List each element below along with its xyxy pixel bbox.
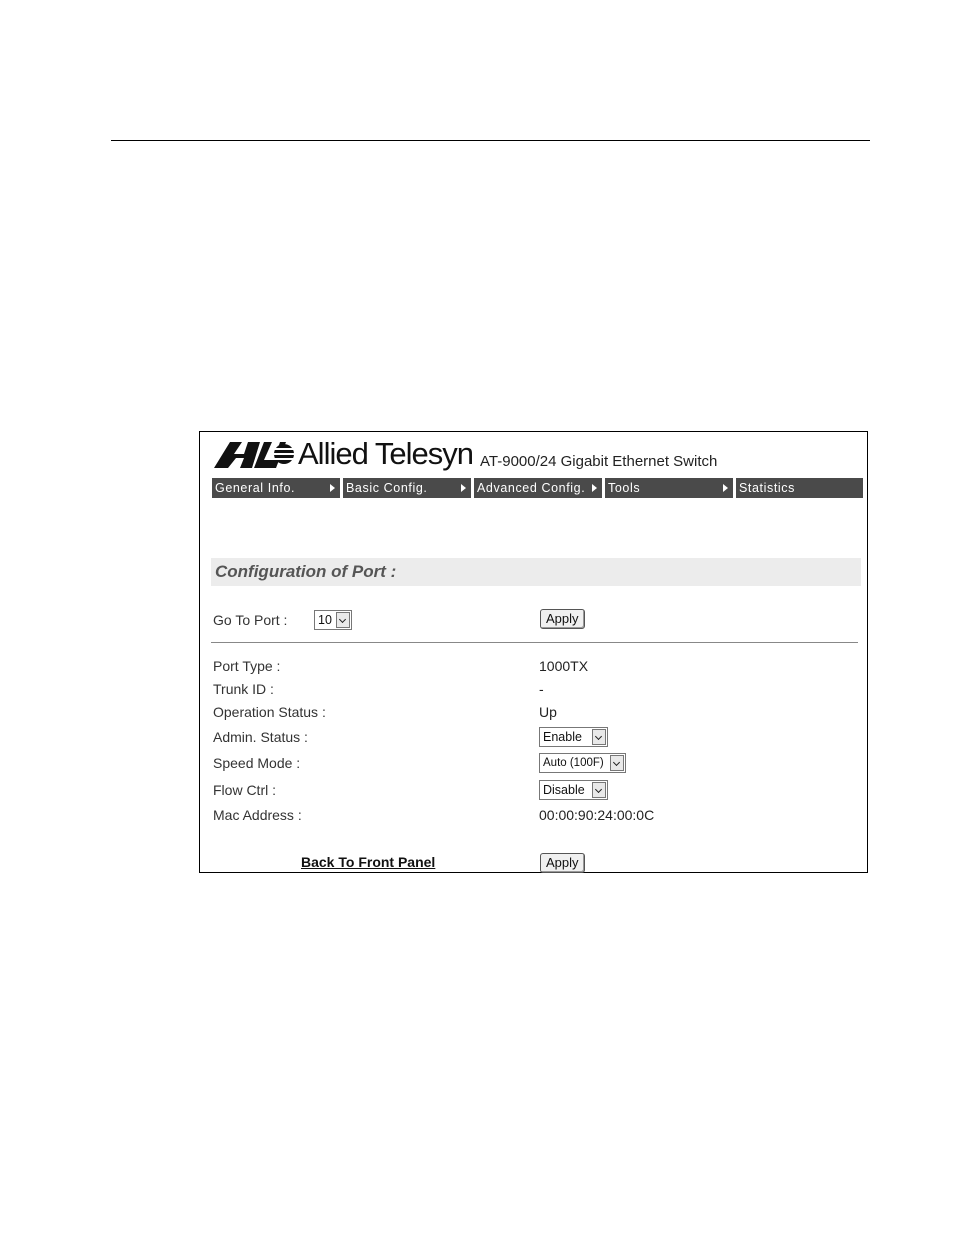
page-top-rule: [111, 140, 870, 141]
mac-address-value: 00:00:90:24:00:0C: [539, 807, 655, 823]
port-type-value: 1000TX: [539, 658, 589, 674]
goto-apply-button[interactable]: Apply: [540, 609, 585, 629]
browser-screenshot-frame: [199, 431, 868, 873]
chevron-down-icon: [592, 729, 606, 745]
triangle-right-icon: [461, 484, 466, 492]
triangle-right-icon: [592, 484, 597, 492]
back-to-front-panel-link[interactable]: Back To Front Panel: [301, 854, 436, 870]
footer-apply-button[interactable]: Apply: [540, 853, 585, 873]
triangle-right-icon: [330, 484, 335, 492]
chevron-down-icon: [592, 782, 606, 798]
speed-mode-label: Speed Mode :: [213, 755, 301, 771]
allied-telesyn-logo: [214, 440, 294, 468]
triangle-right-icon: [723, 484, 728, 492]
trunk-id-value: -: [539, 681, 544, 697]
flow-ctrl-select[interactable]: Disable: [539, 780, 608, 800]
admin-status-select[interactable]: Enable: [539, 727, 608, 747]
flow-ctrl-label: Flow Ctrl :: [213, 782, 276, 798]
nav-advanced-config[interactable]: Advanced Config.: [474, 478, 602, 498]
nav-tools[interactable]: Tools: [605, 478, 733, 498]
section-title: Configuration of Port :: [211, 558, 861, 586]
main-nav: [212, 478, 863, 498]
nav-general-info[interactable]: General Info.: [212, 478, 340, 498]
goto-port-label: Go To Port :: [213, 612, 288, 628]
trunk-id-label: Trunk ID :: [213, 681, 274, 697]
nav-statistics[interactable]: Statistics: [736, 478, 863, 498]
mac-address-label: Mac Address :: [213, 807, 302, 823]
divider: [211, 642, 858, 643]
brand-name: Allied Telesyn: [298, 436, 473, 471]
nav-basic-config[interactable]: Basic Config.: [343, 478, 471, 498]
port-type-label: Port Type :: [213, 658, 281, 674]
admin-status-label: Admin. Status :: [213, 729, 308, 745]
speed-mode-select[interactable]: Auto (100F): [539, 753, 626, 773]
operation-status-value: Up: [539, 704, 557, 720]
chevron-down-icon: [610, 755, 624, 771]
operation-status-label: Operation Status :: [213, 704, 326, 720]
chevron-down-icon: [336, 612, 350, 628]
goto-port-select[interactable]: 10: [314, 610, 352, 630]
product-name: AT-9000/24 Gigabit Ethernet Switch: [480, 453, 718, 470]
